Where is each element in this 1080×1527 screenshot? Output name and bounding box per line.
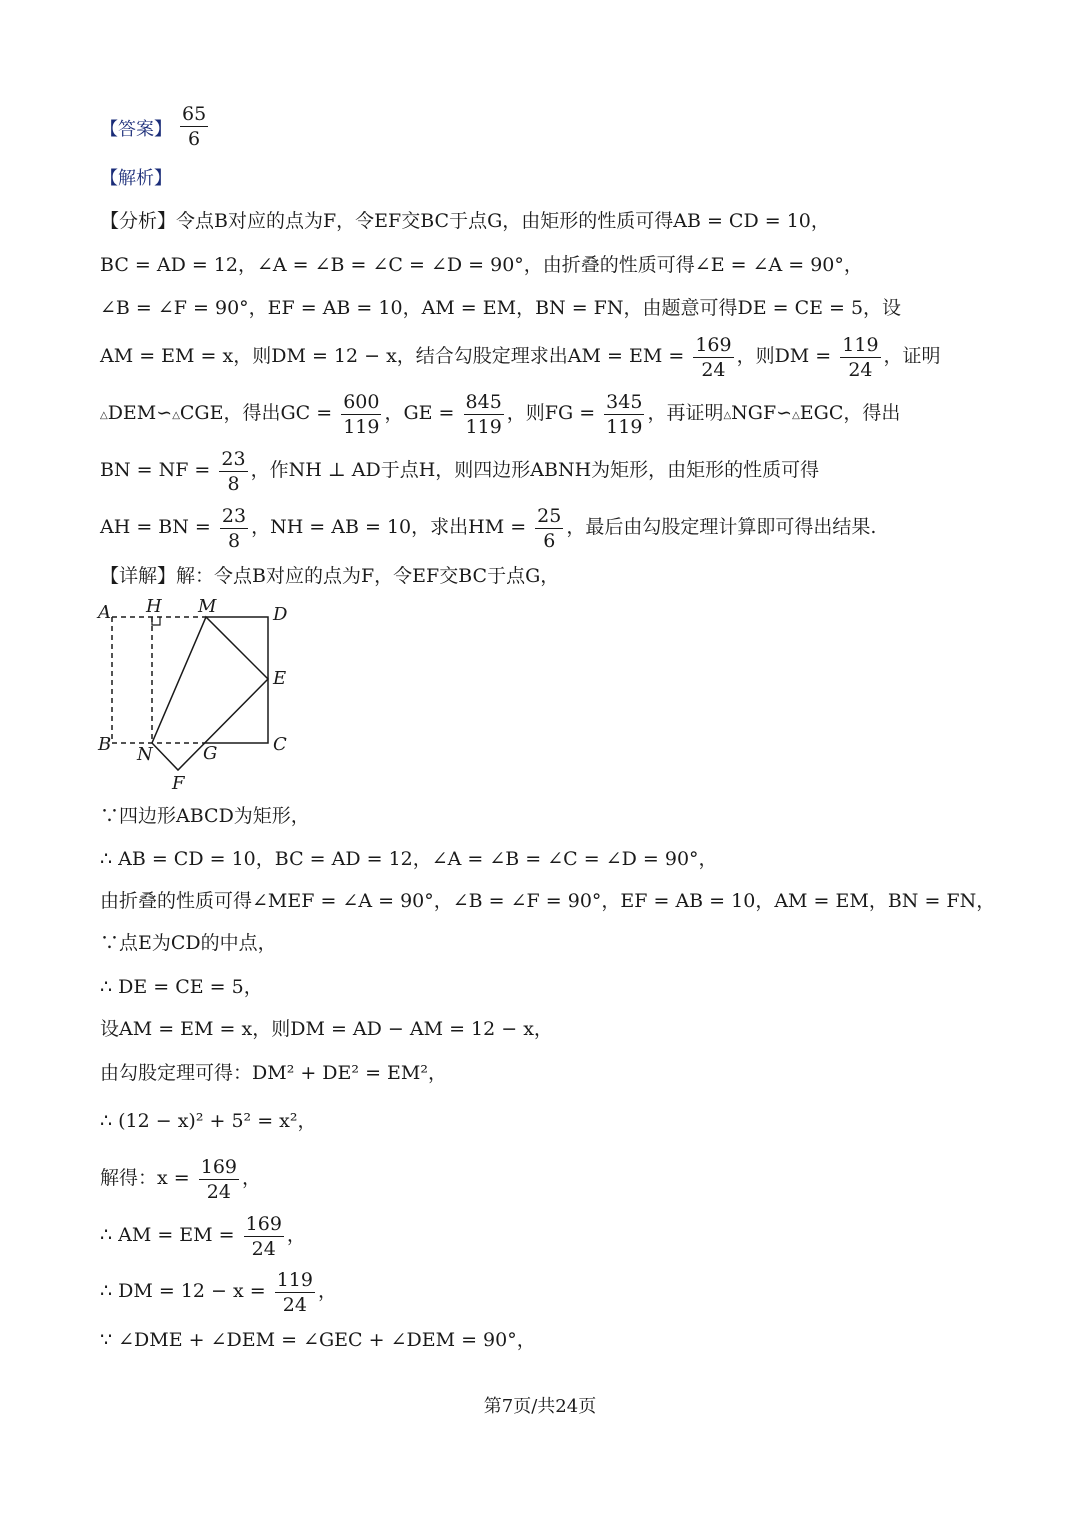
fraction: $\frac{25}{6}$ <box>537 504 562 552</box>
analysis-line-3: ∠B = ∠F = 90°，EF = AB = 10，AM = EM，BN = FN，由题意可得DE = CE = 5，设 <box>100 297 902 319</box>
label-N: N <box>137 744 153 765</box>
fraction: $\frac{119}{24}$ <box>276 1268 313 1316</box>
right-angle-mark-h <box>152 617 160 625</box>
step-6: 设AM = EM = x，则DM = AD − AM = 12 − x， <box>100 1018 553 1040</box>
label-G: G <box>203 743 218 764</box>
fraction: $\frac{845}{119}$ <box>465 390 502 438</box>
detail-label: 【详解】 <box>100 565 177 587</box>
fraction: $\frac{23}{8}$ <box>221 504 247 552</box>
fraction: $\frac{169}{24}$ <box>200 1155 237 1203</box>
step-12: ∵ ∠DME + ∠DEM = ∠GEC + ∠DEM = 90°， <box>100 1329 536 1351</box>
fraction: $\frac{119}{24}$ <box>842 333 879 381</box>
fraction: $\frac{169}{24}$ <box>245 1212 282 1260</box>
rectangle-solid-part <box>206 617 268 743</box>
label-F: F <box>172 773 185 794</box>
analysis-line-5: △DEM∽△CGE，得出GC = $\frac{600}{119}$ ，GE = $\frac{845}{119}$ ，则FG = $\frac{345}{119}$ ，再证明△NGF∽△EGC，得出 <box>100 390 901 438</box>
step-7: 由勾股定理可得：DM² + DE² = EM²， <box>100 1062 447 1084</box>
analysis-line-1: 【分析】令点B对应的点为F，令EF交BC于点G，由矩形的性质可得AB = CD = 10， <box>100 210 830 232</box>
fraction: $\frac{23}{8}$ <box>221 447 246 495</box>
step-1: ∵四边形ABCD为矩形， <box>100 805 310 827</box>
fraction: $\frac{169}{24}$ <box>695 333 732 381</box>
step-9: 解得：x = $\frac{169}{24}$ ， <box>100 1155 262 1203</box>
step-11: ∴ DM = 12 − x = $\frac{119}{24}$ ， <box>100 1268 337 1316</box>
label-A: A <box>98 602 111 623</box>
analysis-line-6: BN = NF = $\frac{23}{8}$ ，作NH ⊥ AD于点H，则四边形ABNH为矩形，由矩形的性质可得 <box>100 447 820 495</box>
answer-line <box>100 114 172 145</box>
page-footer: 第7页/共24页 <box>483 1396 597 1417</box>
label-D: D <box>273 604 288 625</box>
answer-fraction: $\frac{65}{6}$ <box>182 103 207 150</box>
step-2: ∴ AB = CD = 10，BC = AD = 12，∠A = ∠B = ∠C = ∠D = 90°， <box>100 848 718 870</box>
jiexi-label-line <box>100 163 172 194</box>
step-3: 由折叠的性质可得∠MEF = ∠A = 90°，∠B = ∠F = 90°，EF = AB = 10，AM = EM，BN = FN， <box>100 890 996 912</box>
fraction: $\frac{600}{119}$ <box>343 390 380 438</box>
answer-label: 【答案】 <box>100 119 172 140</box>
label-C: C <box>273 734 287 755</box>
step-5: ∴ DE = CE = 5， <box>100 976 263 998</box>
analysis-line-2: BC = AD = 12，∠A = ∠B = ∠C = ∠D = 90°，由折叠的性质可得∠E = ∠A = 90°， <box>100 254 863 276</box>
label-E: E <box>273 668 287 689</box>
step-4: ∵点E为CD的中点， <box>100 932 277 954</box>
label-B: B <box>98 734 112 755</box>
detail-line-1: 【详解】解：令点B对应的点为F，令EF交BC于点G， <box>100 565 560 587</box>
analysis-line-7: AH = BN = $\frac{23}{8}$ ，NH = AB = 10，求出HM = $\frac{25}{6}$ ，最后由勾股定理计算即可得出结果. <box>100 504 877 552</box>
jiexi-label: 【解析】 <box>100 168 172 189</box>
label-H: H <box>146 596 162 617</box>
step-8: ∴ (12 − x)² + 5² = x²， <box>100 1110 317 1132</box>
analysis-line-4: AM = EM = x，则DM = 12 − x，结合勾股定理求出AM = EM = $\frac{169}{24}$ ，则DM = $\frac{119}{24}$ ，证明 <box>100 333 941 381</box>
analysis-label: 【分析】 <box>100 210 177 232</box>
geometry-figure <box>90 592 310 797</box>
label-M: M <box>198 596 217 617</box>
dashed-left-part <box>112 617 206 743</box>
fraction: $\frac{345}{119}$ <box>606 390 643 438</box>
step-10: ∴ AM = EM = $\frac{169}{24}$ ， <box>100 1212 306 1260</box>
